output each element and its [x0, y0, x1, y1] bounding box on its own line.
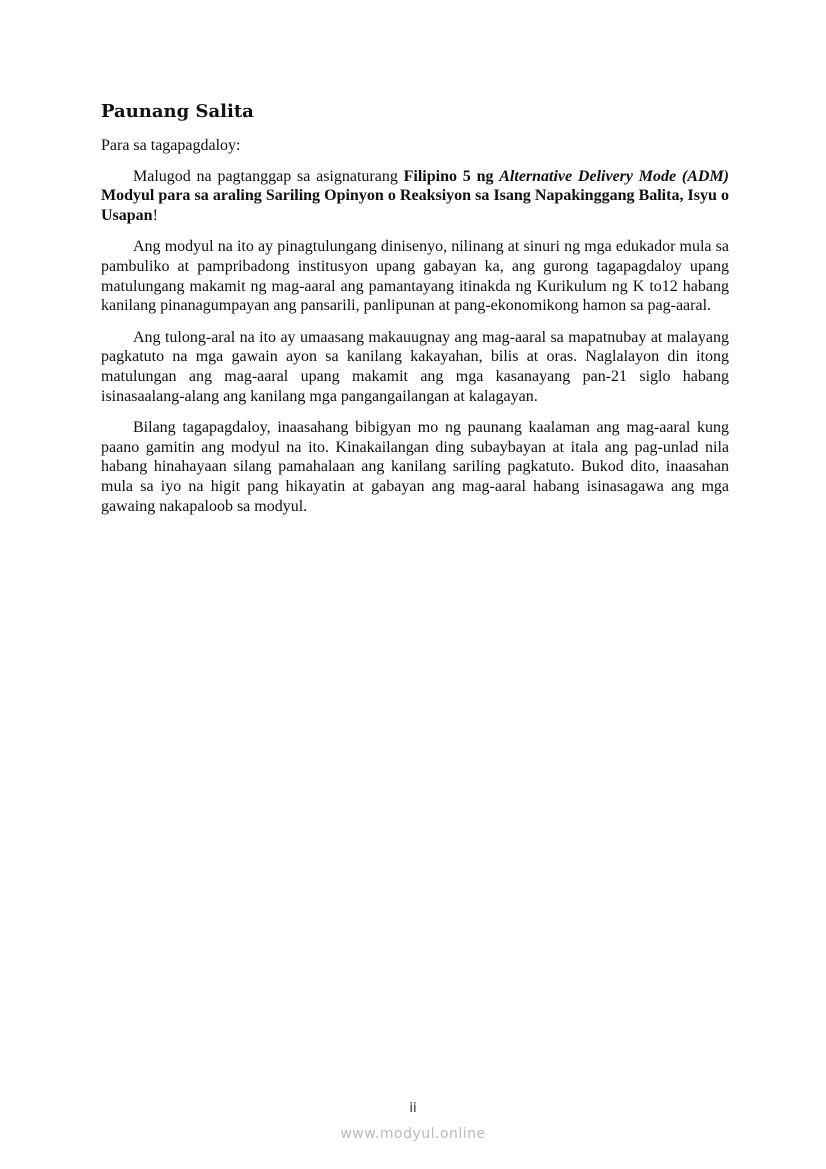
page-number: ii: [409, 1101, 417, 1116]
paragraph-intro: [101, 167, 729, 226]
greeting: Para sa tagapagdaloy:: [101, 137, 241, 154]
intro-exclamation: !: [152, 206, 158, 224]
paragraph-facilitator-role: Bilang tagapagdaloy, inaasahang bibigyan mo ng paunang kaalaman ang mag-aaral kung paano gamitin ang modyul na ito. Kinakailangan ding subaybayan at itala ang pag-unlad nila habang hinahayaan silang pamahalaan ang kanilang sariling pagkatuto. Bukod dito, inaasahan mula sa iyo na higit pang hikayatin at gabayan ang mag-aaral habang isinasagawa ang mga gawaing nakapaloob sa modyul.: [101, 419, 729, 515]
intro-bold-title: Modyul para sa araling Sariling Opinyon o Reaksiyon sa Isang Napakinggang Balita, Isyu o Usapan: [101, 187, 729, 224]
document-body: [101, 100, 729, 528]
watermark: www.modyul.online: [340, 1126, 486, 1142]
paragraph-learning-aid: Ang tulong-aral na ito ay umaasang makauugnay ang mag-aaral sa mapatnubay at malayang pagkatuto na mga gawain ayon sa kanilang kakayahan, bilis at oras. Naglalayon din itong matulungan ang mag-aaral upang makamit ang mga kasanayang pan-21 siglo habang isinasaalang-alang ang kanilang mga pangangailangan at kalagayan.: [101, 328, 729, 405]
page-title: Paunang Salita: [101, 101, 254, 122]
intro-text: Malugod na pagtanggap sa asignaturang: [133, 167, 404, 185]
intro-bold-subject: Filipino 5 ng: [403, 167, 500, 185]
paragraph-module-description: Ang modyul na ito ay pinagtulungang dinisenyo, nilinang at sinuri ng mga edukador mula sa pambuliko at pampribadong institusyon upang gabayan ka, ang gurong tagapagdaloy upang matulungang makamit ng mag-aaral ang pamantayang itinakda ng Kurikulum ng K to12 habang kanilang pinanagumpayan ang pansarili, panlipunan at pang-ekonomikong hamon sa pag-aaral.: [101, 238, 729, 315]
intro-bold-italic-adm: Alternative Delivery Mode (ADM): [499, 167, 730, 185]
